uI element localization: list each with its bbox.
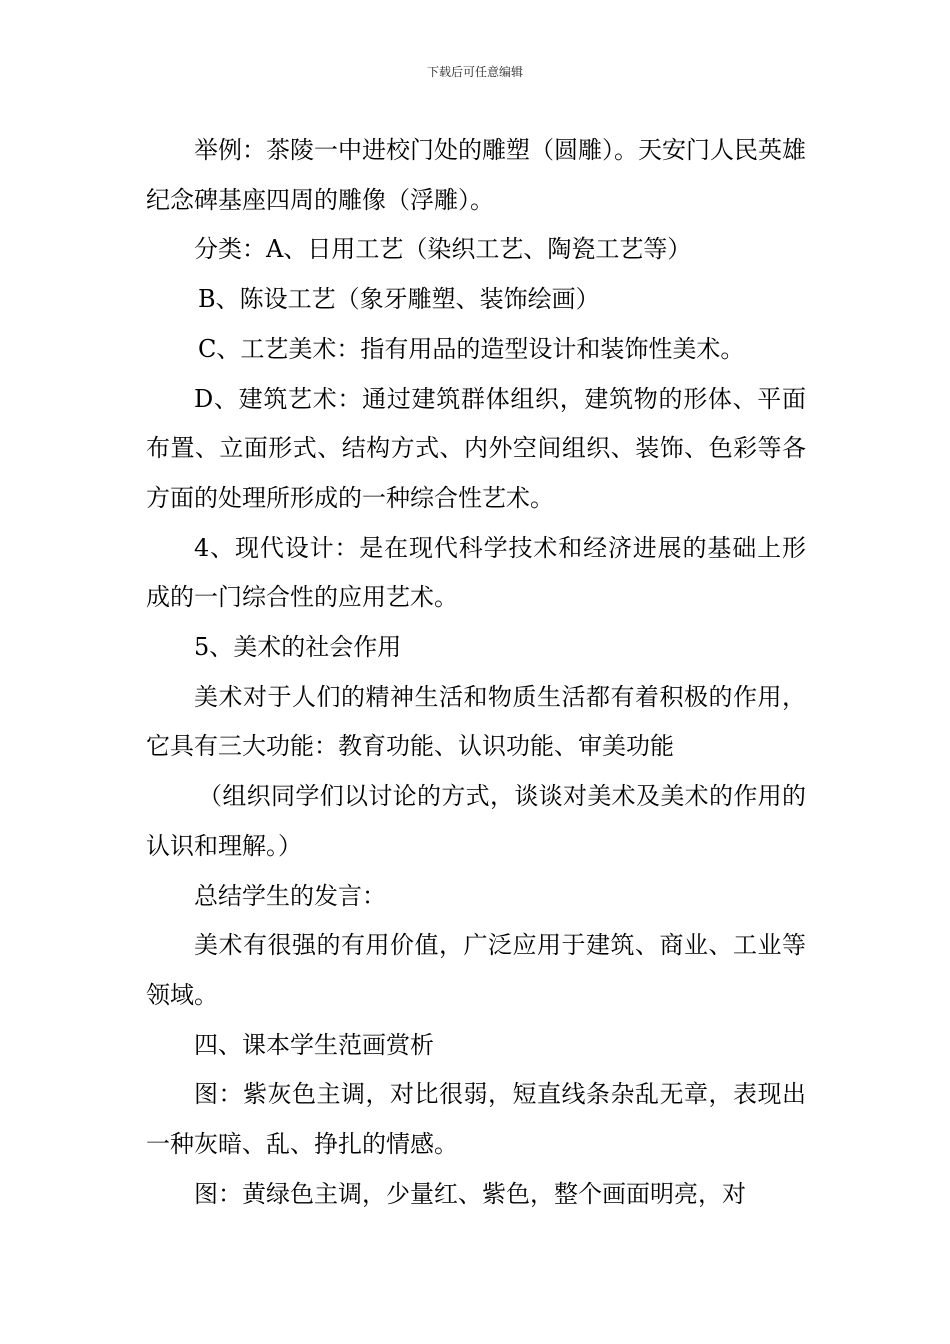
paragraph-social-role-heading: 5、美术的社会作用	[194, 633, 402, 662]
page-header: 下载后可任意编辑	[426, 65, 523, 79]
document-body	[146, 126, 806, 1219]
paragraph-discussion: （组织同学们以讨论的方式，谈谈对美术及美术的作用的认识和理解。）	[146, 782, 806, 860]
paragraph-section-four: 四、课本学生范画赏析	[194, 1030, 434, 1059]
paragraph-classification-a: 分类：A、日用工艺（染织工艺、陶瓷工艺等）	[194, 235, 692, 264]
paragraph-summary-heading: 总结学生的发言：	[194, 881, 386, 910]
paragraph-practical-value: 美术有很强的有用价值，广泛应用于建筑、商业、工业等领域。	[146, 931, 806, 1009]
paragraph-figure-yellow-green: 图：黄绿色主调，少量红、紫色，整个画面明亮，对	[194, 1179, 746, 1208]
paragraph-classification-c: C、工艺美术：指有用品的造型设计和装饰性美术。	[198, 334, 745, 363]
paragraph-example: 举例：茶陵一中进校门处的雕塑（圆雕）。天安门人民英雄纪念碑基座四周的雕像（浮雕）。	[146, 136, 806, 214]
paragraph-classification-b: B、陈设工艺（象牙雕塑、装饰绘画）	[198, 285, 600, 314]
paragraph-classification-d: D、建筑艺术：通过建筑群体组织，建筑物的形体、平面布置、立面形式、结构方式、内外空间组织、装饰、色彩等各方面的处理所形成的一种综合性艺术。	[146, 384, 806, 512]
paragraph-figure-purple: 图：紫灰色主调，对比很弱，短直线条杂乱无章，表现出一种灰暗、乱、挣扎的情感。	[146, 1080, 806, 1159]
paragraph-modern-design: 4、现代设计：是在现代科学技术和经济进展的基础上形成的一门综合性的应用艺术。	[146, 533, 806, 612]
paragraph-functions: 美术对于人们的精神生活和物质生活都有着积极的作用，它具有三大功能：教育功能、认识功能、审美功能	[146, 682, 806, 761]
